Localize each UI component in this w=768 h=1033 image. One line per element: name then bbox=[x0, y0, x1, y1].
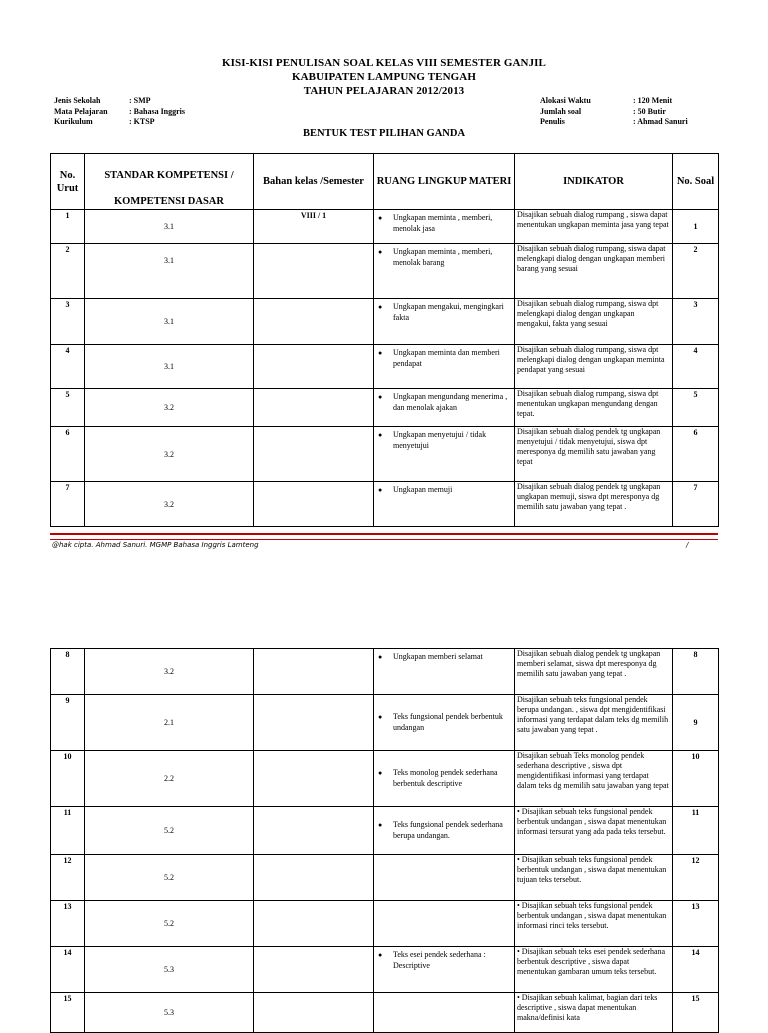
row-ruang-text: Ungkapan mengundang menerima , dan menolak ajakan bbox=[393, 392, 508, 412]
table-row bbox=[51, 947, 719, 993]
row-kd: 5.3 bbox=[85, 947, 254, 993]
row-indikator: Disajikan sebuah teks fungsional pendek berupa undangan. , siswa dpt mengidentifikasi informasi yang terdapat dalam teks dg memilih satu jawaban yang tepat . bbox=[515, 695, 673, 751]
row-bahan bbox=[254, 695, 374, 751]
meta-value: : KTSP bbox=[129, 117, 155, 126]
meta-label: Jumlah soal bbox=[540, 106, 582, 116]
row-bahan bbox=[254, 993, 374, 1033]
table-row bbox=[51, 807, 719, 855]
row-indikator: Disajikan sebuah dialog pendek tg ungkapan ungkapan memuji, siswa dpt meresponya dg memilih satu jawaban yang tepat . bbox=[515, 482, 673, 527]
bullet-icon: ● bbox=[378, 713, 383, 721]
meta-row bbox=[54, 117, 185, 128]
meta-label: Mata Pelajaran bbox=[54, 106, 108, 116]
table-row bbox=[51, 482, 719, 527]
grid-table-page-1 bbox=[50, 153, 719, 527]
header-no-soal: No. Soal bbox=[673, 154, 719, 210]
bullet-icon: ● bbox=[378, 821, 383, 829]
table-row bbox=[51, 345, 719, 389]
header-sk-line: STANDAR KOMPETENSI / bbox=[104, 170, 234, 181]
row-ruang bbox=[374, 855, 515, 901]
row-ruang-text: Ungkapan menyetujui / tidak menyetujui bbox=[393, 430, 487, 450]
bullet-icon: ● bbox=[378, 653, 383, 661]
row-ruang bbox=[374, 947, 515, 993]
row-ruang bbox=[374, 695, 515, 751]
row-bahan bbox=[254, 751, 374, 807]
row-ruang bbox=[374, 807, 515, 855]
table-header-row bbox=[51, 154, 719, 210]
row-kd: 3.2 bbox=[85, 482, 254, 527]
row-ruang bbox=[374, 427, 515, 482]
row-soal: 12 bbox=[673, 855, 719, 901]
row-soal: 2 bbox=[673, 244, 719, 299]
row-ruang-text: Ungkapan meminta , memberi, menolak barang bbox=[393, 247, 493, 267]
row-indikator: Disajikan sebuah dialog rumpang, siswa dpt melengkapi dialog dengan ungkapan mengakui, fakta yang sesuai bbox=[515, 299, 673, 345]
row-indikator: • Disajikan sebuah teks fungsional pendek berbentuk undangan , siswa dapat menentukan informasi rinci teks tersebut. bbox=[515, 901, 673, 947]
row-kd: 3.2 bbox=[85, 427, 254, 482]
meta-left bbox=[54, 96, 185, 128]
row-indikator: Disajikan sebuah dialog pendek tg ungkapan menyetujui / tidak menyetujui, siswa dpt meresponya dg memilih satu jawaban yang tepat bbox=[515, 427, 673, 482]
row-kd bbox=[85, 210, 254, 244]
bullet-icon: ● bbox=[378, 214, 383, 222]
row-kd-value: 3.1 bbox=[164, 256, 174, 265]
row-ruang-text: Teks fungsional pendek berbentuk undangan bbox=[393, 712, 503, 732]
row-indikator: Disajikan sebuah Teks monolog pendek sederhana descriptive , siswa dpt mengidentifikasi informasi yang terdapat dalam teks dg memilih satu jawaban yang tepat bbox=[515, 751, 673, 807]
row-bahan bbox=[254, 299, 374, 345]
row-ruang-text: Ungkapan meminta , memberi, menolak jasa bbox=[393, 213, 493, 233]
row-kd: 5.2 bbox=[85, 855, 254, 901]
row-kd: 3.2 bbox=[85, 389, 254, 427]
footer-page-number: / bbox=[686, 541, 689, 549]
row-no: 2 bbox=[51, 244, 85, 299]
row-no: 11 bbox=[51, 807, 85, 855]
row-soal: 10 bbox=[673, 751, 719, 807]
bullet-icon: ● bbox=[378, 248, 383, 256]
row-bahan bbox=[254, 482, 374, 527]
table-row bbox=[51, 389, 719, 427]
row-ruang bbox=[374, 649, 515, 695]
row-kd: 5.2 bbox=[85, 901, 254, 947]
row-ruang bbox=[374, 482, 515, 527]
row-ruang bbox=[374, 751, 515, 807]
row-kd: 3.1 bbox=[85, 299, 254, 345]
meta-row bbox=[54, 96, 185, 107]
row-soal: 4 bbox=[673, 345, 719, 389]
row-no: 12 bbox=[51, 855, 85, 901]
title-line: KABUIPATEN LAMPUNG TENGAH bbox=[291, 71, 476, 83]
test-type-heading: BENTUK TEST PILIHAN GANDA bbox=[302, 128, 466, 139]
header-indikator: INDIKATOR bbox=[515, 154, 673, 210]
bullet-icon: ● bbox=[378, 303, 383, 311]
row-ruang bbox=[374, 244, 515, 299]
bullet-icon: ● bbox=[378, 349, 383, 357]
row-bahan bbox=[254, 389, 374, 427]
row-no: 15 bbox=[51, 993, 85, 1033]
row-ruang bbox=[374, 299, 515, 345]
row-soal: 5 bbox=[673, 389, 719, 427]
table-row bbox=[51, 210, 719, 244]
row-bahan bbox=[254, 855, 374, 901]
footer-copyright: @hak cipta. Ahmad Sanuri. MGMP Bahasa Inggris Lamteng bbox=[52, 541, 259, 549]
bullet-icon: ● bbox=[378, 951, 383, 959]
row-no: 6 bbox=[51, 427, 85, 482]
row-kd: 3.2 bbox=[85, 649, 254, 695]
row-kd: 5.3 bbox=[85, 993, 254, 1033]
row-ruang-text: Teks esei pendek sederhana : Descriptive bbox=[393, 950, 486, 970]
row-indikator: Disajikan sebuah dialog rumpang, siswa dpt melengkapi dialog dengan ungkapan meminta pendapat yang sesuai bbox=[515, 345, 673, 389]
bullet-icon: ● bbox=[378, 769, 383, 777]
row-no: 9 bbox=[51, 695, 85, 751]
header-no-urut: No. Urut bbox=[51, 154, 85, 210]
row-no: 3 bbox=[51, 299, 85, 345]
row-ruang bbox=[374, 345, 515, 389]
table-row bbox=[51, 695, 719, 751]
row-indikator: Disajikan sebuah dialog rumpang , siswa dapat menentukan ungkapan meminta jasa yang tepat bbox=[515, 210, 673, 244]
row-indikator: • Disajikan sebuah teks fungsional pendek berbentuk undangan , siswa dapat menentukan informasi tersurat yang ada pada teks tersebut. bbox=[515, 807, 673, 855]
row-ruang bbox=[374, 993, 515, 1033]
row-bahan bbox=[254, 901, 374, 947]
row-kd: 3.1 bbox=[85, 345, 254, 389]
row-bahan bbox=[254, 427, 374, 482]
table-row bbox=[51, 649, 719, 695]
row-soal: 14 bbox=[673, 947, 719, 993]
row-kd: 2.1 bbox=[85, 695, 254, 751]
row-kd: 5.2 bbox=[85, 807, 254, 855]
row-kd bbox=[85, 244, 254, 299]
title-line: KISI-KISI PENULISAN SOAL KELAS VIII SEMESTER GANJIL bbox=[222, 57, 546, 69]
header-ruang-lingkup: RUANG LINGKUP MATERI bbox=[374, 154, 515, 210]
header-bahan-kelas: Bahan kelas /Semester bbox=[254, 154, 374, 210]
row-indikator: • Disajikan sebuah teks esei pendek sederhana berbentuk descriptive , siswa dapat menentukan gambaran umum teks tersebut. bbox=[515, 947, 673, 993]
row-soal: 3 bbox=[673, 299, 719, 345]
bullet-icon: ● bbox=[378, 393, 383, 401]
row-ruang-text: Ungkapan memberi selamat bbox=[393, 652, 483, 661]
meta-value: : 120 Menit bbox=[633, 96, 673, 105]
table-row bbox=[51, 993, 719, 1033]
table-row bbox=[51, 855, 719, 901]
table-row bbox=[51, 901, 719, 947]
row-bahan bbox=[254, 947, 374, 993]
row-no: 14 bbox=[51, 947, 85, 993]
row-kd-value: 3.1 bbox=[164, 222, 174, 231]
row-soal: 15 bbox=[673, 993, 719, 1033]
header-kd-line: KOMPETENSI DASAR bbox=[114, 196, 224, 207]
meta-value: : SMP bbox=[129, 96, 151, 105]
row-ruang-text: Teks monolog pendek sederhana berbentuk descriptive bbox=[393, 768, 498, 788]
row-no: 5 bbox=[51, 389, 85, 427]
row-ruang-text: Ungkapan meminta dan memberi pendapat bbox=[393, 348, 500, 368]
grid-table-page-2 bbox=[50, 648, 719, 1033]
meta-row bbox=[540, 117, 688, 128]
bullet-icon: ● bbox=[378, 431, 383, 439]
table-row bbox=[51, 299, 719, 345]
row-ruang-text: Ungkapan memuji bbox=[393, 485, 453, 494]
table-row bbox=[51, 427, 719, 482]
meta-label: Penulis bbox=[540, 117, 565, 126]
row-no: 10 bbox=[51, 751, 85, 807]
row-bahan bbox=[254, 807, 374, 855]
row-indikator: Disajikan sebuah dialog rumpang, siswa dapat melengkapi dialog dengan ungkapan memberi barang yang sesuai bbox=[515, 244, 673, 299]
header-standar-kompetensi bbox=[85, 154, 254, 210]
meta-right bbox=[540, 96, 688, 128]
meta-label: Alokasi Waktu bbox=[540, 96, 591, 105]
bullet-icon: ● bbox=[378, 486, 383, 494]
meta-value: : 50 Butir bbox=[633, 106, 666, 116]
row-kd: 2.2 bbox=[85, 751, 254, 807]
table-row bbox=[51, 244, 719, 299]
row-ruang-text: Teks fungsional pendek sederhana berupa undangan. bbox=[393, 820, 503, 840]
row-no: 7 bbox=[51, 482, 85, 527]
row-bahan: VIII / 1 bbox=[254, 210, 374, 244]
meta-row bbox=[540, 96, 688, 107]
meta-label: Jenis Sekolah bbox=[54, 96, 101, 105]
row-bahan bbox=[254, 345, 374, 389]
meta-label: Kurikulum bbox=[54, 117, 93, 126]
meta-value: : Ahmad Sanuri bbox=[633, 117, 688, 126]
row-no: 1 bbox=[51, 210, 85, 244]
row-no: 13 bbox=[51, 901, 85, 947]
table-row bbox=[51, 751, 719, 807]
row-ruang bbox=[374, 389, 515, 427]
row-no: 4 bbox=[51, 345, 85, 389]
row-soal: 8 bbox=[673, 649, 719, 695]
row-ruang bbox=[374, 901, 515, 947]
row-soal: 11 bbox=[673, 807, 719, 855]
meta-row bbox=[54, 107, 185, 118]
meta-value: : Bahasa Inggris bbox=[129, 106, 186, 116]
row-ruang-text: Ungkapan mengakui, mengingkari fakta bbox=[393, 302, 504, 322]
document-page-2 bbox=[0, 640, 768, 1024]
footer-divider bbox=[50, 533, 718, 540]
row-indikator: • Disajikan sebuah kalimat, bagian dari teks descriptive , siswa dapat menentukan makna/definisi kata bbox=[515, 993, 673, 1033]
row-soal: 6 bbox=[673, 427, 719, 482]
row-bahan bbox=[254, 244, 374, 299]
row-bahan bbox=[254, 649, 374, 695]
row-indikator: Disajikan sebuah dialog rumpang, siswa dpt menentukan ungkapan mengundang dengan tepat. bbox=[515, 389, 673, 427]
title-line: TAHUN PELAJARAN 2012/2013 bbox=[303, 85, 465, 97]
row-soal: 13 bbox=[673, 901, 719, 947]
row-ruang bbox=[374, 210, 515, 244]
row-indikator: Disajikan sebuah dialog pendek tg ungkapan memberi selamat, siswa dpt meresponya dg memilih satu jawaban yang tepat . bbox=[515, 649, 673, 695]
row-no: 8 bbox=[51, 649, 85, 695]
row-soal: 1 bbox=[673, 210, 719, 244]
document-title bbox=[0, 56, 768, 98]
row-soal: 9 bbox=[673, 695, 719, 751]
row-soal: 7 bbox=[673, 482, 719, 527]
meta-row bbox=[540, 107, 688, 118]
row-indikator: • Disajikan sebuah teks fungsional pendek berbentuk undangan , siswa dapat menentukan tujuan teks tersebut. bbox=[515, 855, 673, 901]
